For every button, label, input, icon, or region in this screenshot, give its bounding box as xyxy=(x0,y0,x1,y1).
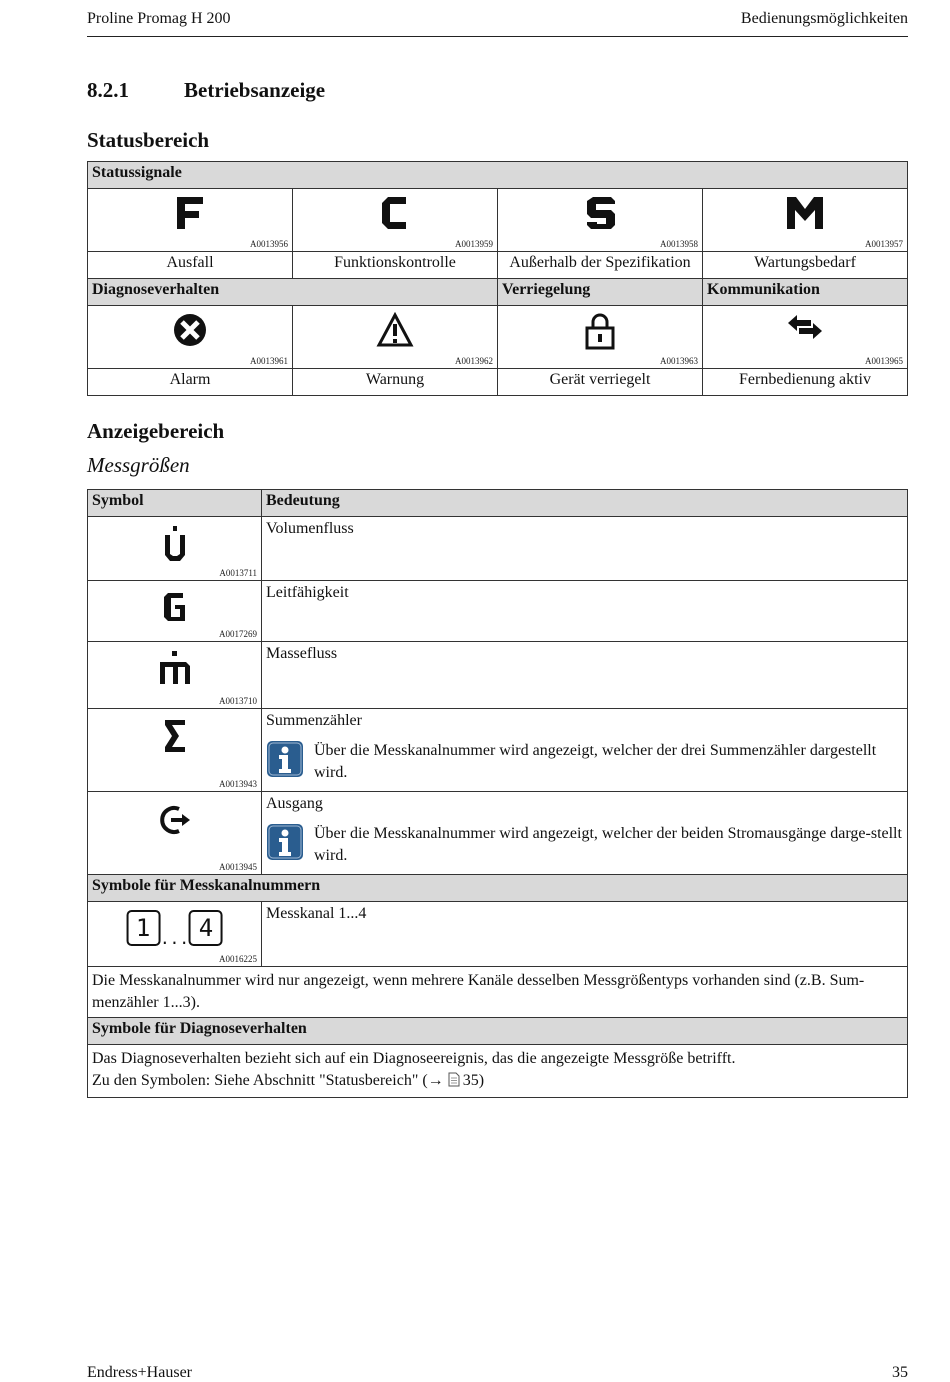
meaning-messkanal: Messkanal 1...4 xyxy=(262,902,908,967)
label-ausfall: Ausfall xyxy=(88,252,293,279)
statusbereich-heading: Statusbereich xyxy=(87,128,210,152)
table-row: A0013711 xyxy=(88,517,262,581)
info-note xyxy=(266,823,903,867)
comm-header: Kommunikation xyxy=(703,279,908,306)
footer-company: Endress+Hauser xyxy=(87,1364,192,1381)
lock-cell: A0013963 xyxy=(498,306,703,369)
page-ref-link[interactable]: 35) xyxy=(462,1072,485,1089)
section-title: Betriebsanzeige xyxy=(184,78,326,102)
info-note-text: Über die Messkanalnummer wird angezeigt, welcher der drei Summenzähler dargestellt wird. xyxy=(314,742,877,781)
status-m-icon xyxy=(785,195,825,236)
diag-header: Diagnoseverhalten xyxy=(88,279,498,306)
section-heading xyxy=(87,78,325,103)
info-note-text: Über die Messkanalnummer wird angezeigt, welcher der beiden Stromausgänge darge-stellt wird. xyxy=(314,825,902,864)
label-alarm: Alarm xyxy=(88,369,293,396)
page-header xyxy=(87,6,908,37)
status-s-icon xyxy=(583,195,617,236)
signal-f-cell: A0013956 xyxy=(88,189,293,252)
channel-1-box: 1 xyxy=(126,910,160,946)
channel-note: Die Messkanalnummer wird nur angezeigt, wenn mehrere Kanäle desselben Messgrößentyps vorhanden sind (z.B. Sum-menzähler 1...3). xyxy=(88,967,908,1018)
anzeigebereich-heading: Anzeigebereich xyxy=(87,419,225,443)
header-product: Proline Promag H 200 xyxy=(87,10,231,27)
diag-symbols-header: Symbole für Diagnoseverhalten xyxy=(88,1018,908,1045)
display-table xyxy=(87,489,908,1098)
info-note xyxy=(266,740,903,784)
warning-cell: A0013962 xyxy=(293,306,498,369)
signal-c-cell: A0013959 xyxy=(293,189,498,252)
meaning-volumenfluss: Volumenfluss xyxy=(262,517,908,581)
diag-note-line1: Das Diagnoseverhalten bezieht sich auf ein Diagnoseereignis, das die angezeigte Messgröße betrifft. xyxy=(92,1050,736,1067)
signal-m-cell: A0013957 xyxy=(703,189,908,252)
meaning-leitfaehigkeit: Leitfähigkeit xyxy=(262,581,908,642)
diag-note-line2-text: Zu den Symbolen: Siehe Abschnitt "Statusbereich" (→ xyxy=(92,1072,448,1089)
status-f-icon xyxy=(173,195,207,236)
alarm-cell: A0013961 xyxy=(88,306,293,369)
label-fernbedienung: Fernbedienung aktiv xyxy=(703,369,908,396)
volume-flow-icon xyxy=(162,525,188,570)
diag-note xyxy=(88,1045,908,1098)
label-warnung: Warnung xyxy=(293,369,498,396)
section-number: 8.2.1 xyxy=(87,78,129,102)
messgroessen-subheading: Messgrößen xyxy=(87,453,190,477)
label-funktionskontrolle: Funktionskontrolle xyxy=(293,252,498,279)
totalizer-icon xyxy=(162,717,188,762)
info-icon xyxy=(266,823,314,867)
mass-flow-icon xyxy=(157,650,193,695)
meaning-ausgang xyxy=(262,792,908,875)
status-c-icon xyxy=(378,195,412,236)
alarm-icon xyxy=(172,312,208,353)
lock-header: Verriegelung xyxy=(498,279,703,306)
diag-note-line2 xyxy=(92,1070,903,1094)
signal-s-cell: A0013958 xyxy=(498,189,703,252)
meaning-summenzaehler xyxy=(262,709,908,792)
table-row: A0013945 xyxy=(88,792,262,875)
meaning-ausgang-label: Ausgang xyxy=(266,795,323,812)
channel-header: Symbole für Messkanalnummern xyxy=(88,875,908,902)
remote-arrows-icon xyxy=(786,312,824,347)
channel-ellipsis: ... xyxy=(160,929,189,948)
channel-number-icon xyxy=(126,910,223,955)
label-ausserhalb: Außerhalb der Spezifikation xyxy=(498,252,703,279)
col-meaning: Bedeutung xyxy=(262,490,908,517)
page-number: 35 xyxy=(892,1364,908,1381)
meaning-summenzaehler-label: Summenzähler xyxy=(266,712,362,729)
signals-header: Statussignale xyxy=(88,162,908,189)
conductivity-icon xyxy=(162,589,188,632)
table-row: A0013943 xyxy=(88,709,262,792)
lock-icon xyxy=(583,312,617,355)
label-geraet-verriegelt: Gerät verriegelt xyxy=(498,369,703,396)
col-symbol: Symbol xyxy=(88,490,262,517)
table-row: A0013710 xyxy=(88,642,262,709)
status-table xyxy=(87,161,908,396)
output-icon xyxy=(155,800,195,845)
label-wartungsbedarf: Wartungsbedarf xyxy=(703,252,908,279)
warning-icon xyxy=(376,312,414,353)
header-chapter: Bedienungsmöglichkeiten xyxy=(740,10,908,27)
remote-cell: A0013965 xyxy=(703,306,908,369)
channel-4-box: 4 xyxy=(189,910,223,946)
table-row: 1 $_{...}$ 4 A0016225 xyxy=(88,902,262,967)
table-row: A0017269 xyxy=(88,581,262,642)
page-ref-icon xyxy=(448,1072,460,1094)
meaning-massefluss: Massefluss xyxy=(262,642,908,709)
info-icon xyxy=(266,740,314,784)
